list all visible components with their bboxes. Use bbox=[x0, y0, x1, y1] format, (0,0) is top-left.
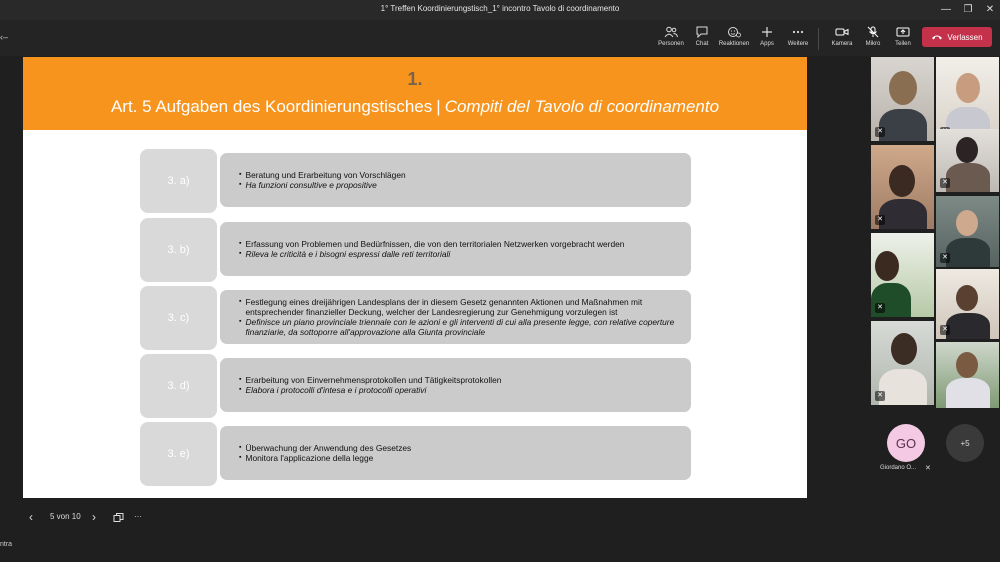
close-window-button[interactable]: ✕ bbox=[985, 4, 995, 15]
previous-slide-button[interactable]: ‹ bbox=[29, 510, 33, 524]
participant-video-tile[interactable] bbox=[936, 196, 999, 267]
shared-slide bbox=[23, 57, 807, 498]
slide-list-item bbox=[140, 286, 691, 350]
item-text-box bbox=[220, 153, 691, 207]
item-number-label: 3. c) bbox=[140, 286, 217, 350]
leave-button[interactable] bbox=[922, 27, 992, 47]
participant-video-tile[interactable] bbox=[871, 145, 934, 229]
more-button[interactable] bbox=[780, 26, 816, 47]
next-slide-button[interactable]: › bbox=[92, 510, 96, 524]
item-text-italian: ▪ Elabora i protocolli d'intesa e i protocolli operativi bbox=[239, 385, 683, 395]
slide-list-item bbox=[140, 149, 691, 213]
chat-label: Chat bbox=[695, 41, 709, 47]
muted-mic-icon: ✕ bbox=[875, 303, 885, 313]
item-number-label: 3. a) bbox=[140, 149, 217, 213]
reactions-label: Reaktionen bbox=[718, 41, 750, 47]
people-icon bbox=[664, 26, 678, 38]
apps-label: Apps bbox=[760, 41, 774, 47]
participant-name: Giordano O... bbox=[880, 465, 917, 471]
people-label: Personen bbox=[658, 41, 684, 47]
item-text-german: ▪ Erarbeitung von Einvernehmensprotokollen und Tätigkeitsprotokollen bbox=[239, 375, 683, 385]
more-icon bbox=[791, 26, 805, 38]
phone-hangup-icon bbox=[931, 33, 943, 41]
muted-mic-icon: ✕ bbox=[875, 391, 885, 401]
item-number-label: 3. e) bbox=[140, 422, 217, 486]
muted-mic-icon: ✕ bbox=[925, 465, 931, 472]
reactions-icon bbox=[727, 26, 741, 38]
slide-list-item bbox=[140, 218, 691, 282]
item-text-german: ▪ Festlegung eines dreijährigen Landesplans der in diesem Gesetz genannten Aktionen und Maßnahmen mit entsprechender finanzieller Deckung, welcher der Landesregierung zur Genehmigung vorzulegen ist bbox=[239, 297, 683, 317]
more-options-button[interactable]: ··· bbox=[134, 512, 142, 521]
toolbar-divider bbox=[818, 28, 819, 50]
participant-avatar[interactable]: GO bbox=[887, 424, 925, 462]
participants-panel bbox=[869, 57, 1000, 562]
item-text-italian: ▪ Monitora l'applicazione della legge bbox=[239, 453, 683, 463]
camera-label: Kamera bbox=[831, 41, 853, 47]
item-text-italian: ▪ Rileva le criticità e i bisogni espressi dalle reti territoriali bbox=[239, 249, 683, 259]
participant-video-tile[interactable] bbox=[871, 57, 934, 141]
leave-label: Verlassen bbox=[947, 32, 983, 42]
item-text-german: ▪ Beratung und Erarbeitung von Vorschlägen bbox=[239, 170, 683, 180]
slide-list-item bbox=[140, 354, 691, 418]
item-text-german: ▪ Überwachung der Anwendung des Gesetzes bbox=[239, 443, 683, 453]
slide-list-item bbox=[140, 422, 691, 486]
share-button[interactable] bbox=[885, 26, 921, 47]
more-label: Weitere bbox=[787, 41, 809, 47]
item-number-label: 3. b) bbox=[140, 218, 217, 282]
participant-video-tile[interactable] bbox=[871, 233, 934, 317]
slide-title-german: Art. 5 Aufgaben des Koordinierungstisches bbox=[110, 97, 433, 116]
muted-mic-icon: ✕ bbox=[875, 127, 885, 137]
slide-title-separator: | bbox=[436, 97, 441, 116]
item-number-label: 3. d) bbox=[140, 354, 217, 418]
maximize-button[interactable]: ❐ bbox=[963, 4, 973, 15]
participant-video-tile-active-speaker[interactable] bbox=[936, 129, 999, 192]
reactions-button[interactable] bbox=[716, 26, 752, 47]
camera-icon bbox=[835, 26, 849, 38]
chat-button[interactable] bbox=[684, 26, 720, 47]
mic-label: Mikro bbox=[865, 41, 881, 47]
share-label: Teilen bbox=[895, 41, 911, 47]
item-text-italian: ▪ Ha funzioni consultive e propositive bbox=[239, 180, 683, 190]
slide-title-italian: Compiti del Tavolo di coordinamento bbox=[444, 97, 720, 116]
title-bar bbox=[0, 0, 1000, 20]
slides-overview-icon bbox=[113, 513, 124, 523]
participant-video-tile[interactable] bbox=[936, 269, 999, 339]
slide-title bbox=[23, 97, 807, 117]
meeting-toolbar bbox=[0, 20, 1000, 56]
slide-page-indicator: 5 von 10 bbox=[50, 512, 81, 521]
item-text-box bbox=[220, 426, 691, 480]
muted-mic-icon: ✕ bbox=[875, 215, 885, 225]
slides-overview-button[interactable] bbox=[113, 512, 124, 530]
participant-video-tile[interactable] bbox=[871, 321, 934, 405]
muted-mic-icon: ✕ bbox=[940, 178, 950, 188]
back-arrow-icon[interactable]: ‹– bbox=[0, 32, 9, 42]
item-text-german: ▪ Erfassung von Problemen und Bedürfnissen, die von den territorialen Netzwerken vorgebracht werden bbox=[239, 239, 683, 249]
mic-off-icon bbox=[866, 26, 880, 38]
item-text-box bbox=[220, 222, 691, 276]
window-title: 1° Treffen Koordinierungstisch_1° incontro Tavolo di coordinamento bbox=[380, 4, 620, 13]
item-text-box bbox=[220, 358, 691, 412]
participant-video-tile[interactable] bbox=[936, 342, 999, 408]
more-participants-button[interactable]: +5 bbox=[946, 424, 984, 462]
slide-number: 1. bbox=[407, 69, 423, 89]
item-text-italian: ▪ Definisce un piano provinciale triennale con le azioni e gli interventi di cui alla presente legge, con relative coperture finanziarie, da sottoporre all'approvazione alla Giunta provinciale bbox=[239, 317, 683, 337]
slide-header bbox=[23, 57, 807, 130]
muted-mic-icon: ✕ bbox=[940, 325, 950, 335]
item-text-box bbox=[220, 290, 691, 344]
truncated-label: ntra bbox=[0, 541, 13, 548]
muted-mic-icon: ✕ bbox=[940, 253, 950, 263]
minimize-button[interactable]: — bbox=[941, 4, 951, 15]
share-icon bbox=[896, 26, 910, 38]
apps-plus-icon bbox=[760, 26, 774, 38]
chat-icon bbox=[695, 26, 709, 38]
